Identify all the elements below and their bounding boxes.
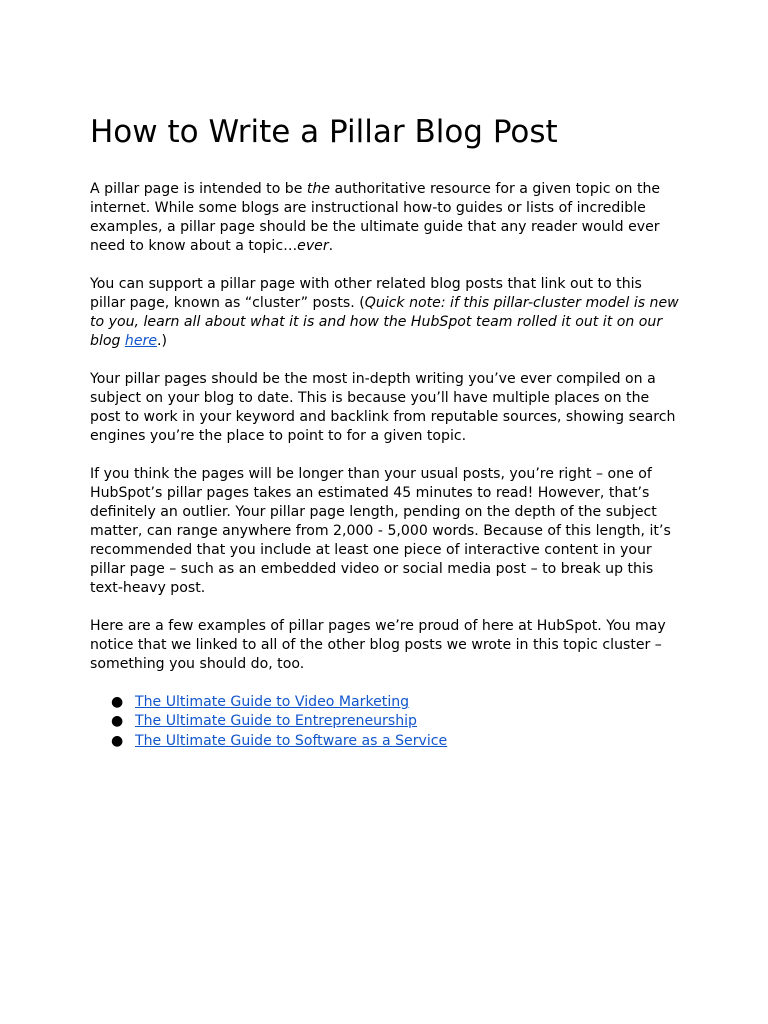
quick-note-text: Quick note: if this pillar-cluster model is new to you, learn all about what it is and how the HubSpot team rolled it out it on our blog [90,295,679,349]
here-link[interactable]: here [124,333,157,349]
cluster-text-1: You can support a pillar page with other related blog posts that link out to this pillar page, known as “cluster” posts. ( [90,276,642,311]
paragraph-cluster [90,275,680,351]
paragraph-length: If you think the pages will be longer than your usual posts, you’re right – one of HubSpot’s pillar pages takes an estimated 45 minutes to read! However, that’s definitely an outlier. Your pillar page length, pending on the depth of the subject matter, can range anywhere from 2,000 - 5,000 words. Because of this length, it’s recommended that you include at least one piece of interactive content in your pillar page – such as an embedded video or social media post – to break up this text-heavy post. [90,466,671,596]
bullet-icon: ● [111,732,124,749]
list-item [90,732,680,751]
intro-text-1: A pillar page is intended to be [90,181,307,197]
document-page [90,112,680,751]
intro-text-3: . [328,238,334,254]
bullet-icon: ● [111,713,124,730]
link-entrepreneurship[interactable]: The Ultimate Guide to Entrepreneurship [135,713,417,730]
link-video-marketing[interactable]: The Ultimate Guide to Video Marketing [135,694,410,710]
pillar-page-link-list [90,693,680,751]
bullet-icon: ● [111,694,124,710]
intro-text-2: authoritative resource for a given topic on the internet. While some blogs are instructional how-to guides or lists of incredible examples, a pillar page should be the ultimate guide that any reader would ever need to know about a topic… [90,181,661,254]
cluster-text-2: .) [157,333,167,349]
paragraph-depth: Your pillar pages should be the most in-depth writing you’ve ever compiled on a subject on your blog to date. This is because you’ll have multiple places on the post to work in your keyword and backlink from reputable sources, showing search engines you’re the place to point to for a given topic. [90,371,676,444]
intro-emphasis-ever: ever [297,238,329,254]
paragraph-intro [90,180,680,256]
link-software-as-a-service[interactable]: The Ultimate Guide to Software as a Service [135,732,448,749]
list-item [90,693,680,712]
intro-emphasis-the: the [306,181,331,197]
list-item [90,712,680,731]
paragraph-examples: Here are a few examples of pillar pages we’re proud of here at HubSpot. You may notice that we linked to all of the other blog posts we wrote in this topic cluster – something you should do, too. [90,618,666,672]
page-title: How to Write a Pillar Blog Post [90,114,558,150]
